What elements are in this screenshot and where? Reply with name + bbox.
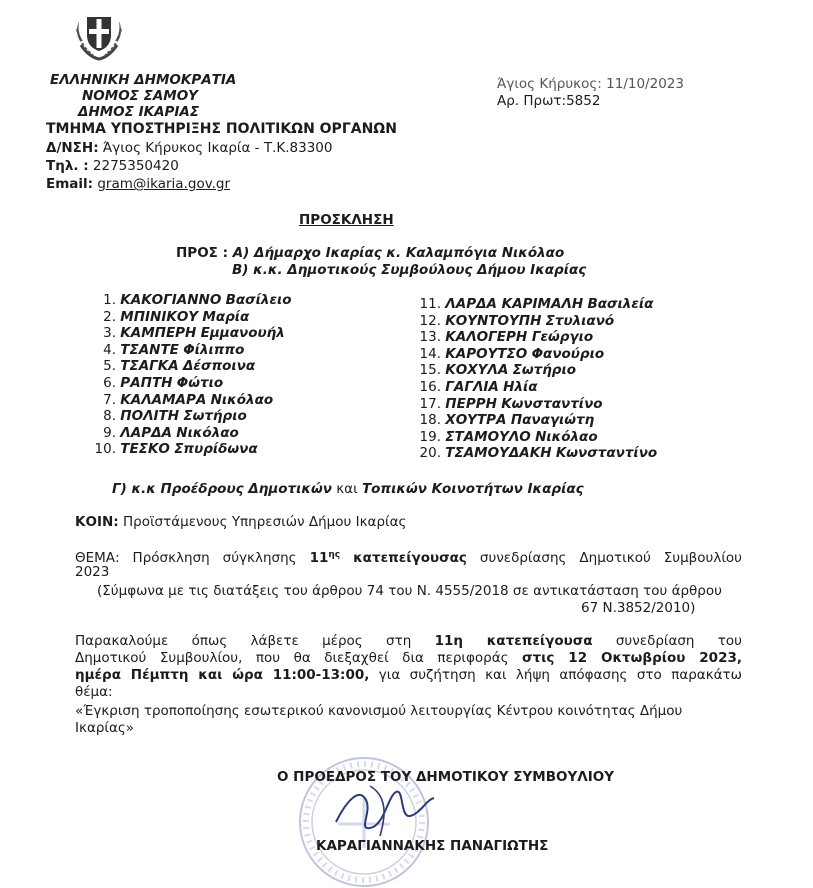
republic-heading: ΕΛΛΗΝΙΚΗ ΔΗΜΟΚΡΑΤΙΑ (50, 72, 237, 88)
topic-line-2: Ικαρίας» (75, 720, 135, 736)
councillor-number: 7. (103, 391, 116, 408)
councillor-given-name: Σωτήριο (183, 408, 247, 425)
body-p3-bold: ημέρα Πέμπτη και ώρα 11:00-13:00, (75, 667, 370, 683)
prefecture-heading: ΝΟΜΟΣ ΣΑΜΟΥ (82, 88, 198, 104)
subject-ordinal: ης (328, 550, 341, 560)
councillor-surname: ΚΑΚΟΓΙΑΝΝΟ (120, 292, 222, 308)
phone-value: 2275350420 (92, 158, 179, 174)
councillor-item (415, 445, 657, 462)
department-heading: ΤΜΗΜΑ ΥΠΟΣΤΗΡΙΞΗΣ ΠΟΛΙΤΙΚΩΝ ΟΡΓΑΝΩΝ (46, 121, 397, 137)
councillor-surname: ΚΟΥΝΤΟΥΠΗ (445, 312, 542, 329)
legal-reference-1: (Σύμφωνα με τις διατάξεις του άρθρου 74 του Ν. 4555/2018 σε αντικατάσταση του άρθρου (97, 583, 722, 599)
councillor-given-name: Εμμανουήλ (200, 325, 285, 342)
phone-line (46, 158, 179, 174)
councillor-number: 11. (419, 296, 441, 312)
councillor-item (415, 362, 657, 379)
councillor-surname: ΧΟΥΤΡΑ (445, 412, 507, 429)
councillor-surname: ΚΑΜΠΕΡΗ (120, 325, 197, 342)
councillor-given-name: Κωνσταντίνο (501, 395, 603, 412)
subject-prefix: ΘΕΜΑ: Πρόσκληση σύγκλησης (75, 550, 310, 566)
councillor-surname: ΠΟΛΙΤΗ (120, 408, 180, 425)
councillor-given-name: Φανούριο (531, 345, 605, 362)
councillor-given-name: Νικόλαο (176, 424, 239, 441)
body-line-2 (75, 650, 742, 667)
councillor-number: 5. (103, 358, 116, 375)
subject-number: 11 (309, 550, 329, 566)
recipient-g-tail: Τοπικών Κοινοτήτων Ικαρίας (361, 481, 584, 497)
recipient-b: Β) κ.κ. Δημοτικούς Συμβούλους Δήμου Ικαρίας (232, 262, 587, 278)
councillor-number: 8. (103, 408, 116, 425)
councillor-surname: ΚΑΛΑΜΑΡΑ (120, 391, 207, 408)
greek-coat-of-arms-emblem (73, 9, 125, 61)
municipality-heading: ΔΗΜΟΣ ΙΚΑΡΙΑΣ (78, 104, 200, 120)
signatory-name: ΚΑΡΑΓΙΑΝΝΑΚΗΣ ΠΑΝΑΓΙΩΤΗΣ (316, 838, 549, 854)
koin-value: Προϊστάμενους Υπηρεσιών Δήμου Ικαρίας (122, 514, 407, 530)
subject-year: 2023 (75, 564, 110, 580)
councillor-number: 15. (419, 362, 441, 379)
body-p1-bold: 11η κατεπείγουσα (434, 633, 593, 649)
body-p1-tail: συνεδρίαση του (592, 633, 742, 649)
body-line-3 (75, 667, 742, 684)
councillor-item (415, 296, 657, 313)
councillor-surname: ΚΑΛΟΓΕΡΗ (445, 329, 532, 346)
body-p2: Δημοτικού Συμβουλίου, που θα διεξαχθεί δια περιφοράς (75, 650, 523, 666)
councillor-item (415, 329, 657, 346)
councillor-number: 1. (103, 292, 116, 308)
councillor-given-name: Βασιλεία (587, 296, 654, 312)
councillor-item (90, 358, 292, 375)
councillor-item (90, 375, 292, 392)
councillor-item (415, 412, 657, 429)
email-label: Email: (46, 176, 94, 192)
councillor-surname: ΛΑΡΔΑ (120, 424, 172, 441)
koin-label: ΚΟΙΝ: (75, 514, 119, 530)
legal-reference-2: 67 Ν.3852/2010) (581, 600, 696, 616)
councillor-number: 13. (419, 329, 441, 346)
email-line (46, 176, 230, 192)
councillor-surname: ΜΠΙΝΙΚΟΥ (120, 308, 199, 325)
councillor-item (90, 441, 292, 458)
recipient-g-mid: και (331, 481, 362, 497)
councillor-number: 2. (103, 308, 116, 325)
councillor-given-name: Φώτιο (176, 374, 224, 391)
councillor-number: 16. (419, 378, 441, 395)
body-line-4: θέμα: (75, 684, 113, 700)
topic-line-1: «Έγκριση τροποποίησης εσωτερικού κανονισμού λειτουργίας Κέντρου κοινότητας Δήμου (75, 703, 683, 719)
body-line-1 (75, 633, 742, 650)
councillor-number: 20. (419, 445, 441, 462)
councillor-surname: ΓΑΓΛΙΑ (445, 378, 499, 395)
date-line: Άγιος Κήρυκος: 11/10/2023 (497, 76, 684, 92)
councillor-given-name: Βασίλειο (225, 292, 292, 308)
councillor-item (415, 379, 657, 396)
councillor-item (90, 325, 292, 342)
councillor-given-name: Γεώργιο (531, 329, 594, 346)
address-value: Άγιος Κήρυκος Ικαρία - Τ.Κ.83300 (102, 140, 333, 156)
councillor-surname: ΤΣΑΓΚΑ (120, 358, 179, 375)
email-link[interactable]: gram@ikaria.gov.gr (97, 176, 231, 192)
subject-urgent: κατεπείγουσας (353, 550, 467, 566)
signatory-role: Ο ΠΡΟΕΔΡΟΣ ΤΟΥ ΔΗΜΟΤΙΚΟΥ ΣΥΜΒΟΥΛΙΟΥ (277, 769, 614, 785)
recipient-a: Α) Δήμαρχο Ικαρίας κ. Καλαμπόγια Νικόλαο (232, 245, 565, 261)
councillor-surname: ΠΕΡΡΗ (445, 395, 497, 412)
councillor-number: 4. (103, 341, 116, 358)
councillor-surname: ΡΑΠΤΗ (120, 374, 173, 391)
councillor-given-name: Κωνσταντίνο (555, 445, 658, 462)
address-line (46, 140, 332, 156)
councillor-item (90, 342, 292, 359)
signature-scribble-icon (330, 778, 440, 842)
councillor-number: 14. (419, 345, 441, 362)
councillor-number: 12. (419, 312, 441, 329)
councillor-surname: ΤΕΣΚΟ (120, 441, 170, 458)
councillor-item (90, 309, 292, 326)
councillors-list-right (415, 296, 657, 462)
councillor-item (90, 425, 292, 442)
councillor-given-name: Μαρία (202, 308, 250, 325)
councillor-given-name: Δέσποινα (182, 358, 256, 375)
recipient-g-line (112, 481, 584, 497)
councillor-number: 9. (103, 424, 116, 441)
councillor-number: 17. (419, 395, 441, 412)
councillor-given-name: Νικόλαο (535, 428, 598, 445)
councillor-item (90, 392, 292, 409)
councillor-given-name: Σωτήριο (512, 362, 577, 379)
councillor-item (415, 429, 657, 446)
councillor-given-name: Ηλία (503, 378, 538, 395)
councillor-item (415, 346, 657, 363)
councillor-number: 10. (94, 441, 116, 458)
document-title: ΠΡΟΣΚΛΗΣΗ (299, 212, 394, 228)
councillor-surname: ΛΑΡΔΑ ΚΑΡΙΜΑΛΗ (445, 296, 584, 312)
subject-line-1 (75, 547, 742, 567)
councillor-given-name: Νικόλαο (210, 391, 274, 408)
recipient-g-bold: Γ) κ.κ Προέδρους Δημοτικών (112, 481, 332, 497)
recipient-a-line (176, 245, 564, 261)
body-p1: Παρακαλούμε όπως λάβετε μέρος στη (75, 633, 435, 649)
subject-suffix: συνεδρίασης Δημοτικού Συμβουλίου (466, 550, 742, 566)
body-p2-bold: στις 12 Οκτωβρίου 2023, (522, 650, 742, 666)
councillor-surname: ΤΣΑΜΟΥΔΑΚΗ (445, 445, 552, 462)
address-label: Δ/ΝΣΗ: (46, 140, 99, 156)
councillor-surname: ΚΑΡΟΥΤΣΟ (445, 345, 528, 362)
councillor-surname: ΣΤΑΜΟΥΛΟ (445, 428, 531, 445)
protocol-number: Αρ. Πρωτ:5852 (497, 93, 601, 109)
to-label: ΠΡΟΣ : (176, 245, 228, 261)
councillor-number: 18. (419, 412, 441, 429)
councillor-surname: ΤΣΑΝΤΕ (120, 341, 179, 358)
body-p3-tail: για συζήτηση και λήψη απόφασης στο παρακάτω (369, 667, 742, 683)
councillor-given-name: Στυλιανό (545, 312, 615, 329)
councillor-number: 3. (103, 325, 116, 342)
councillor-given-name: Φίλιππο (183, 341, 245, 358)
councillor-item (415, 396, 657, 413)
councillor-item (415, 313, 657, 330)
councillors-list-left (90, 292, 292, 458)
councillor-item (90, 408, 292, 425)
councillor-given-name: Παναγιώτη (510, 412, 595, 429)
koin-line (75, 514, 406, 530)
councillor-number: 19. (419, 428, 441, 445)
councillor-given-name: Σπυρίδωνα (174, 441, 258, 458)
councillor-number: 6. (103, 374, 116, 391)
phone-label: Τηλ. : (46, 158, 89, 174)
councillor-item (90, 292, 292, 309)
councillor-surname: ΚΟΧΥΛΑ (445, 362, 509, 379)
